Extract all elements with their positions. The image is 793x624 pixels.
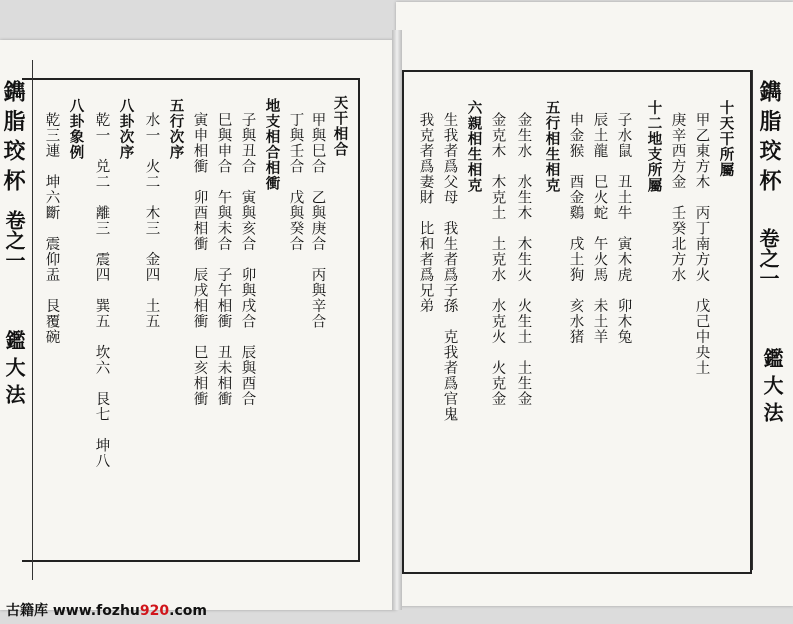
left-column: 乾一 兑二 離三 震四 巽五 坎六 艮七 坤八 [93, 112, 110, 469]
left-column: 水一 火二 木三 金四 土五 [143, 112, 160, 329]
right-column: 辰土龍 巳火蛇 午火馬 未土羊 [591, 112, 608, 345]
left-spine-section: 鑑 大 法 [2, 330, 26, 404]
left-heading-dizhi: 地支相合相衝 [263, 98, 281, 191]
left-heading-bagua-order: 八卦次序 [117, 98, 135, 160]
right-column: 我克者爲妻財 比和者爲兄弟 [417, 112, 434, 314]
watermark-site-name: 古籍库 [6, 603, 48, 619]
watermark [6, 600, 207, 620]
right-heading-wuxing: 五行相生相克 [543, 100, 561, 193]
right-column: 金生水 水生木 木生火 火生土 土生金 [515, 112, 532, 407]
right-heading-liuqin: 六親相生相克 [465, 100, 483, 193]
watermark-url-prefix: www.fozhu [52, 603, 140, 619]
right-spine-title: 鐫 脂 珓 杯 [756, 80, 782, 191]
left-heading-tiangan: 天干相合 [331, 95, 349, 157]
left-spine-title: 鐫 脂 珓 杯 [0, 80, 26, 191]
left-heading-wuxing: 五行次序 [167, 98, 185, 160]
right-column: 金克木 木克土 土克水 水克火 火克金 [489, 112, 506, 407]
left-column: 甲與巳合 乙與庚合 丙與辛合 [309, 112, 326, 329]
right-spine-volume: 卷之一 [756, 228, 780, 288]
book-gutter [392, 30, 402, 610]
left-heading-bagua-image: 八卦象例 [67, 98, 85, 160]
right-column: 庚辛西方金 壬癸北方水 [669, 112, 686, 283]
right-column: 甲乙東方木 丙丁南方火 戊己中央土 [693, 112, 710, 376]
left-column: 丁與壬合 戊與癸合 [287, 112, 304, 252]
right-spine-section: 鑑 大 法 [760, 348, 784, 422]
left-column: 乾三連 坤六斷 震仰盂 艮覆碗 [43, 112, 60, 345]
left-column: 寅申相衝 卯酉相衝 辰戌相衝 巳亥相衝 [191, 112, 208, 407]
right-column: 子水鼠 丑土牛 寅木虎 卯木兔 [615, 112, 632, 345]
right-spine-rule [752, 70, 753, 570]
left-column: 巳與申合 午與未合 子午相衝 丑未相衝 [215, 112, 232, 407]
right-heading-tiangan: 十天干所屬 [717, 100, 735, 178]
right-heading-dizhi: 十二地支所屬 [645, 100, 663, 193]
right-column: 生我者爲父母 我生者爲子孫 克我者爲官鬼 [441, 112, 458, 422]
watermark-url-number: 920 [139, 603, 170, 619]
right-column: 申金猴 酉金鷄 戌土狗 亥水猪 [567, 112, 584, 345]
watermark-url-suffix: .com [169, 603, 207, 619]
left-spine-volume: 卷之一 [2, 210, 26, 270]
left-spine-rule [32, 60, 33, 580]
left-column: 子與丑合 寅與亥合 卯與戌合 辰與酉合 [239, 112, 256, 407]
